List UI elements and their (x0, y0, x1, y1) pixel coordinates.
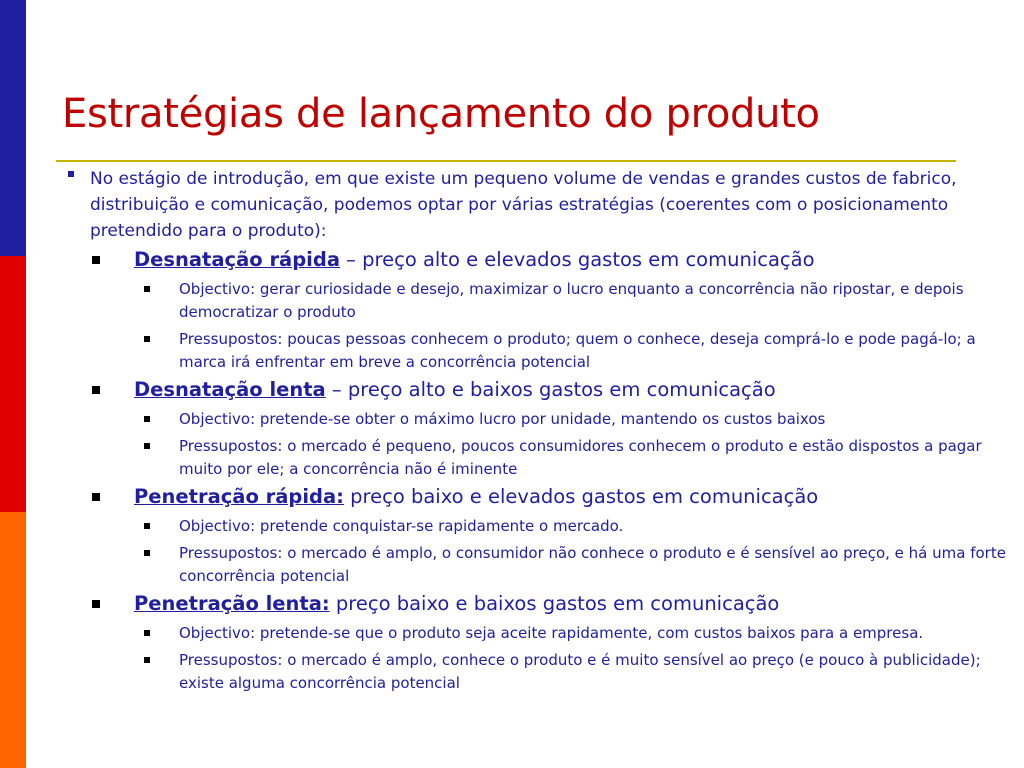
strategy-assumptions-item (0, 435, 1024, 481)
strategy-name: Desnatação rápida (134, 248, 340, 271)
intro-item (0, 166, 1024, 244)
strategy-description: – preço alto e elevados gastos em comunicação (339, 248, 815, 271)
intro-text: No estágio de introdução, em que existe um pequeno volume de vendas e grandes custos de fabrico, distribuição e comunicação, podemos optar por várias estratégias (coerentes com o posicionamento pretendido para o produto): (90, 169, 957, 241)
strategy-assumptions: Pressupostos: o mercado é pequeno, poucos consumidores conhecem o produto e estão dispostos a pagar muito por ele; a concorrência não é iminente (179, 437, 982, 478)
square-bullet-icon (144, 550, 150, 556)
strategy-objective-item (0, 408, 1024, 431)
slide-content (0, 166, 1024, 695)
strategy-assumptions: Pressupostos: poucas pessoas conhecem o produto; quem o conhece, deseja comprá-lo e pode pagá-lo; a marca irá enfrentar em breve a concorrência potencial (179, 330, 976, 371)
strategy-item (0, 246, 1024, 274)
strategy-objective-item (0, 622, 1024, 645)
strategy-objective-item (0, 515, 1024, 538)
strategy-objective: Objectivo: pretende conquistar-se rapidamente o mercado. (179, 517, 624, 535)
square-bullet-icon (144, 523, 150, 529)
strategy-description: – preço alto e baixos gastos em comunicação (325, 378, 776, 401)
square-bullet-icon (144, 630, 150, 636)
strategy-description: preço baixo e baixos gastos em comunicação (329, 592, 780, 615)
strategy-description: preço baixo e elevados gastos em comunicação (343, 485, 819, 508)
square-bullet-icon (144, 443, 150, 449)
strategy-item (0, 590, 1024, 618)
strategy-assumptions-item (0, 649, 1024, 695)
slide-title: Estratégias de lançamento do produto (62, 91, 820, 137)
strategy-name: Desnatação lenta (134, 378, 326, 401)
square-bullet-icon (92, 600, 100, 608)
strategy-objective: Objectivo: gerar curiosidade e desejo, maximizar o lucro enquanto a concorrência não ripostar, e depois democratizar o produto (179, 280, 964, 321)
title-divider (56, 160, 956, 162)
strategy-item (0, 483, 1024, 511)
square-bullet-icon (144, 336, 150, 342)
square-bullet-icon (144, 657, 150, 663)
strategy-assumptions: Pressupostos: o mercado é amplo, conhece o produto e é muito sensível ao preço (e pouco à publicidade); existe alguma concorrência potencial (179, 651, 981, 692)
square-bullet-icon (144, 416, 150, 422)
square-bullet-icon (92, 256, 100, 264)
strategy-assumptions: Pressupostos: o mercado é amplo, o consumidor não conhece o produto e é sensível ao preço, e há uma forte concorrência potencial (179, 544, 1006, 585)
strategy-objective-item (0, 278, 1024, 324)
strategy-objective: Objectivo: pretende-se que o produto seja aceite rapidamente, com custos baixos para a empresa. (179, 624, 924, 642)
square-bullet-icon (92, 493, 100, 501)
strategy-assumptions-item (0, 542, 1024, 588)
strategy-objective: Objectivo: pretende-se obter o máximo lucro por unidade, mantendo os custos baixos (179, 410, 826, 428)
strategy-name: Penetração lenta: (134, 592, 330, 615)
square-bullet-icon (68, 171, 74, 177)
square-bullet-icon (92, 386, 100, 394)
strategy-item (0, 376, 1024, 404)
strategy-assumptions-item (0, 328, 1024, 374)
strategy-name: Penetração rápida: (134, 485, 344, 508)
square-bullet-icon (144, 286, 150, 292)
